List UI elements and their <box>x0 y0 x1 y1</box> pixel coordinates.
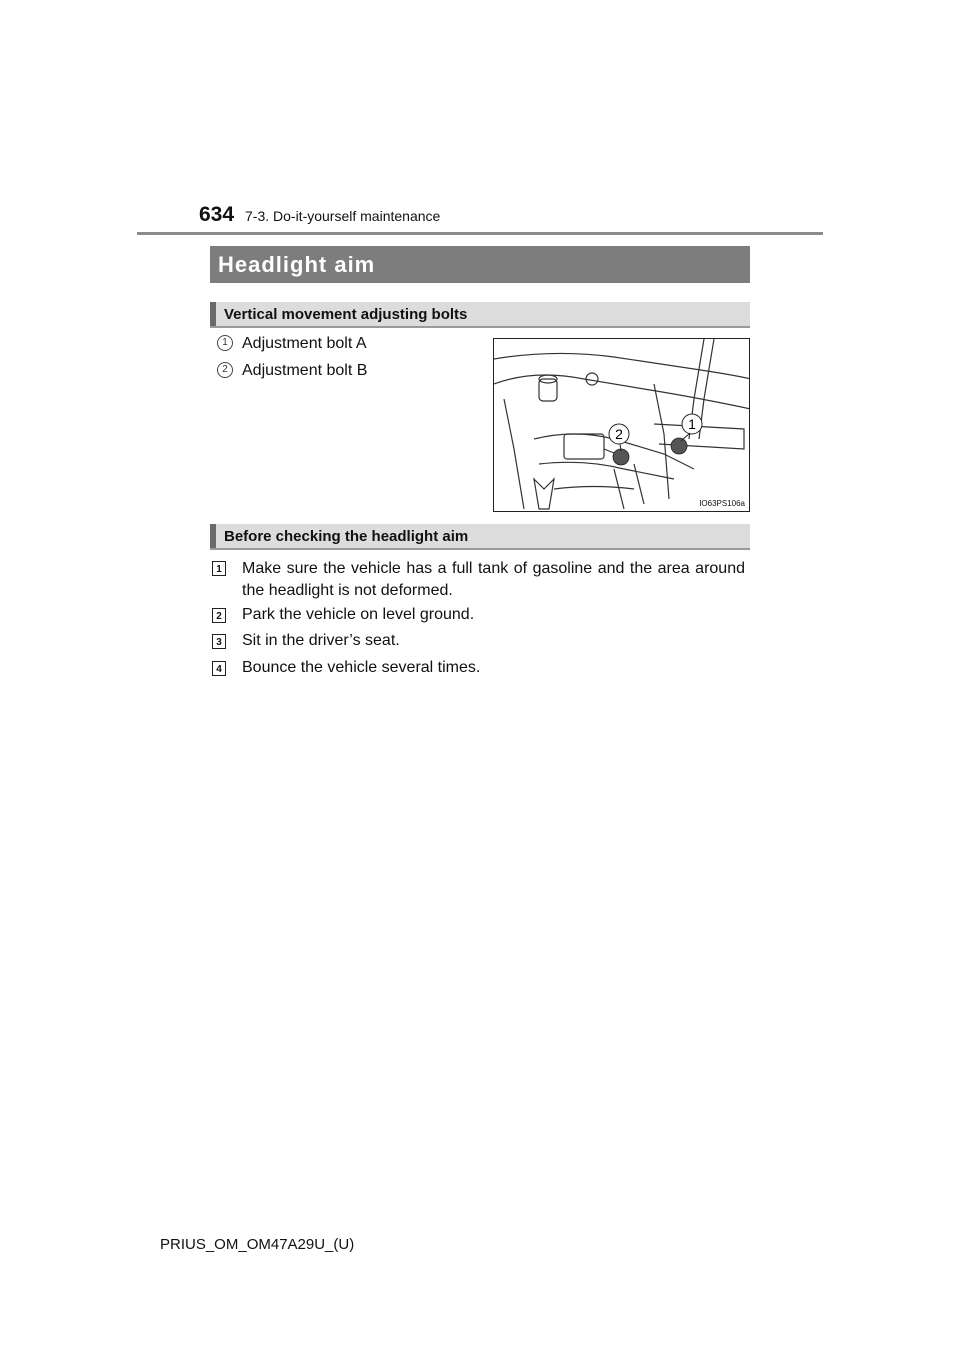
section-label: 7-3. Do-it-yourself maintenance <box>245 208 441 224</box>
figure-code: IO63PS106a <box>699 499 745 508</box>
step-text-1: Make sure the vehicle has a full tank of gasoline and the area around the headlight is not deformed. <box>242 560 745 599</box>
callout-marker-1: 1 <box>217 335 233 351</box>
bolt-b-label: Adjustment bolt B <box>242 362 368 379</box>
page-number: 634 <box>199 203 235 226</box>
headlight-illustration <box>493 338 750 512</box>
heading-text: Before checking the headlight aim <box>224 528 469 545</box>
header-rule <box>137 232 823 235</box>
vertical-section-heading <box>210 302 750 328</box>
heading-accent <box>210 524 216 548</box>
step-number-3: 3 <box>212 634 226 649</box>
figure-callout-1-label: 1 <box>688 416 696 432</box>
heading-accent <box>210 302 216 326</box>
footer-code: PRIUS_OM_OM47A29U_(U) <box>160 1236 355 1253</box>
step-text-3: Sit in the driver’s seat. <box>242 632 400 649</box>
step-number-1: 1 <box>212 561 226 576</box>
step-number-4: 4 <box>212 661 226 676</box>
bolt-a-label: Adjustment bolt A <box>242 335 367 352</box>
step-text-2: Park the vehicle on level ground. <box>242 606 475 623</box>
figure-callout-2-label: 2 <box>615 426 623 442</box>
engine-bay-drawing <box>494 339 750 512</box>
before-section-heading <box>210 524 750 550</box>
heading-text: Vertical movement adjusting bolts <box>224 306 468 323</box>
step-text-4: Bounce the vehicle several times. <box>242 659 481 676</box>
callout-marker-2: 2 <box>217 362 233 378</box>
step-number-2: 2 <box>212 608 226 623</box>
page-title: Headlight aim <box>210 246 750 283</box>
